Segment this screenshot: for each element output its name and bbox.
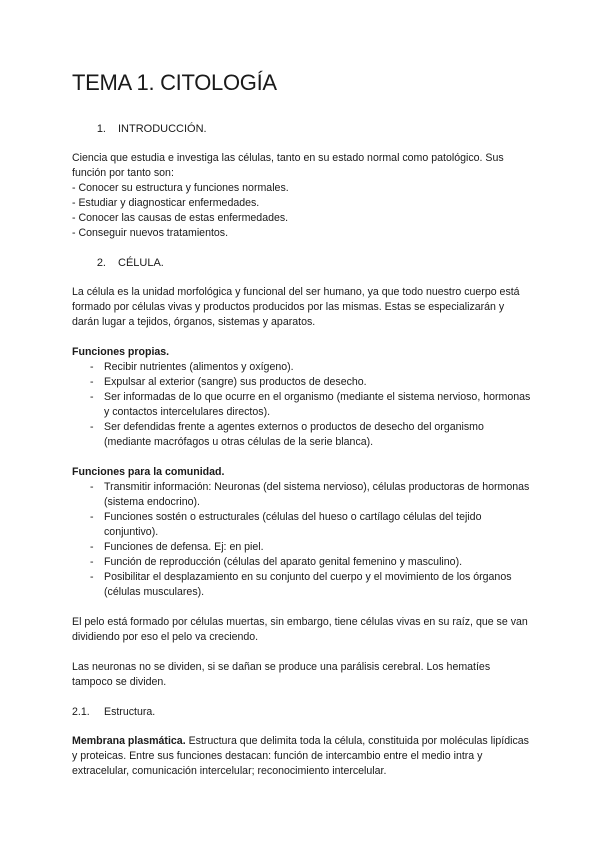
list-item: - Conocer su estructura y funciones normales. [72,182,289,194]
dash-marker: - [90,376,94,388]
dash-marker: - [90,571,94,583]
section-title: INTRODUCCIÓN. [118,123,207,135]
list-item [72,390,532,420]
list-item [72,420,532,450]
list-item-text: Funciones sostén o estructurales (células del hueso o cartílago células del tejido conjuntivo). [104,511,482,538]
section-title: CÉLULA. [118,257,164,269]
section-heading-celula [72,256,532,271]
document-body [72,122,532,794]
list-item [72,570,532,600]
dash-marker: - [90,556,94,568]
section-number: 1. [96,123,106,135]
subsection-heading-estructura [72,705,532,720]
funciones-propias-heading: Funciones propias. [72,346,170,358]
section-number: 2. [96,257,106,269]
section-heading-introduccion [72,122,532,137]
list-item [72,375,532,390]
list-item: - Estudiar y diagnosticar enfermedades. [72,197,260,209]
funciones-propias-list [72,360,532,450]
list-item-text: Recibir nutrientes (alimentos y oxígeno). [104,361,294,373]
list-item: - Conocer las causas de estas enfermedades. [72,212,289,224]
neuronas-paragraph: Las neuronas no se dividen, si se dañan se produce una parálisis cerebral. Los hematíes tampoco se dividen. [72,661,491,688]
pelo-paragraph: El pelo está formado por células muertas, sin embargo, tiene células vivas en su raíz, que se van dividiendo por eso el pelo va creciendo. [72,616,528,643]
funciones-comunidad-list [72,480,532,600]
funciones-comunidad-heading: Funciones para la comunidad. [72,466,225,478]
list-item-text: Expulsar al exterior (sangre) sus productos de desecho. [104,376,367,388]
dash-marker: - [90,511,94,523]
dash-marker: - [90,361,94,373]
subsection-title: Estructura. [104,706,156,718]
list-item [72,540,532,555]
list-item [72,510,532,540]
list-item-text: Función de reproducción (células del aparato genital femenino y masculino). [104,556,463,568]
list-item: - Conseguir nuevos tratamientos. [72,227,229,239]
dash-marker: - [90,481,94,493]
dash-marker: - [90,391,94,403]
membrana-text: Estructura que delimita toda la célula, constituida por moléculas lipídicas y proteicas. Entre sus funciones destacan: función de intercambio entre el medio intra y extracelular, comunicación intercelular; reconocimiento intercelular. [72,735,529,777]
intro-list [72,181,532,241]
document-title: TEMA 1. CITOLOGÍA [72,70,277,95]
membrana-label: Membrana plasmática. [72,735,186,747]
list-item-text: Ser informadas de lo que ocurre en el organismo (mediante el sistema nervioso, hormonas y contactos intercelulares directos). [104,391,531,418]
list-item-text: Posibilitar el desplazamiento en su conjunto del cuerpo y el movimiento de los órganos (células musculares). [104,571,512,598]
dash-marker: - [90,541,94,553]
list-item-text: Funciones de defensa. Ej: en piel. [104,541,264,553]
subsection-number: 2.1. [72,706,90,718]
list-item [72,360,532,375]
dash-marker: - [90,421,94,433]
intro-paragraph: Ciencia que estudia e investiga las células, tanto en su estado normal como patológico. Sus función por tanto son: [72,152,504,179]
membrana-paragraph [72,734,532,779]
list-item [72,555,532,570]
list-item-text: Ser defendidas frente a agentes externos o productos de desecho del organismo (mediante macrófagos u otras células de la serie blanca). [104,421,484,448]
list-item-text: Transmitir información: Neuronas (del sistema nervioso), células productoras de hormonas (sistema endocrino). [104,481,530,508]
celula-paragraph: La célula es la unidad morfológica y funcional del ser humano, ya que todo nuestro cuerpo está formado por células vivas y productos producidos por las mismas. Estas se especializarán y darán lugar a tejidos, órganos, sistemas y aparatos. [72,286,520,328]
list-item [72,480,532,510]
